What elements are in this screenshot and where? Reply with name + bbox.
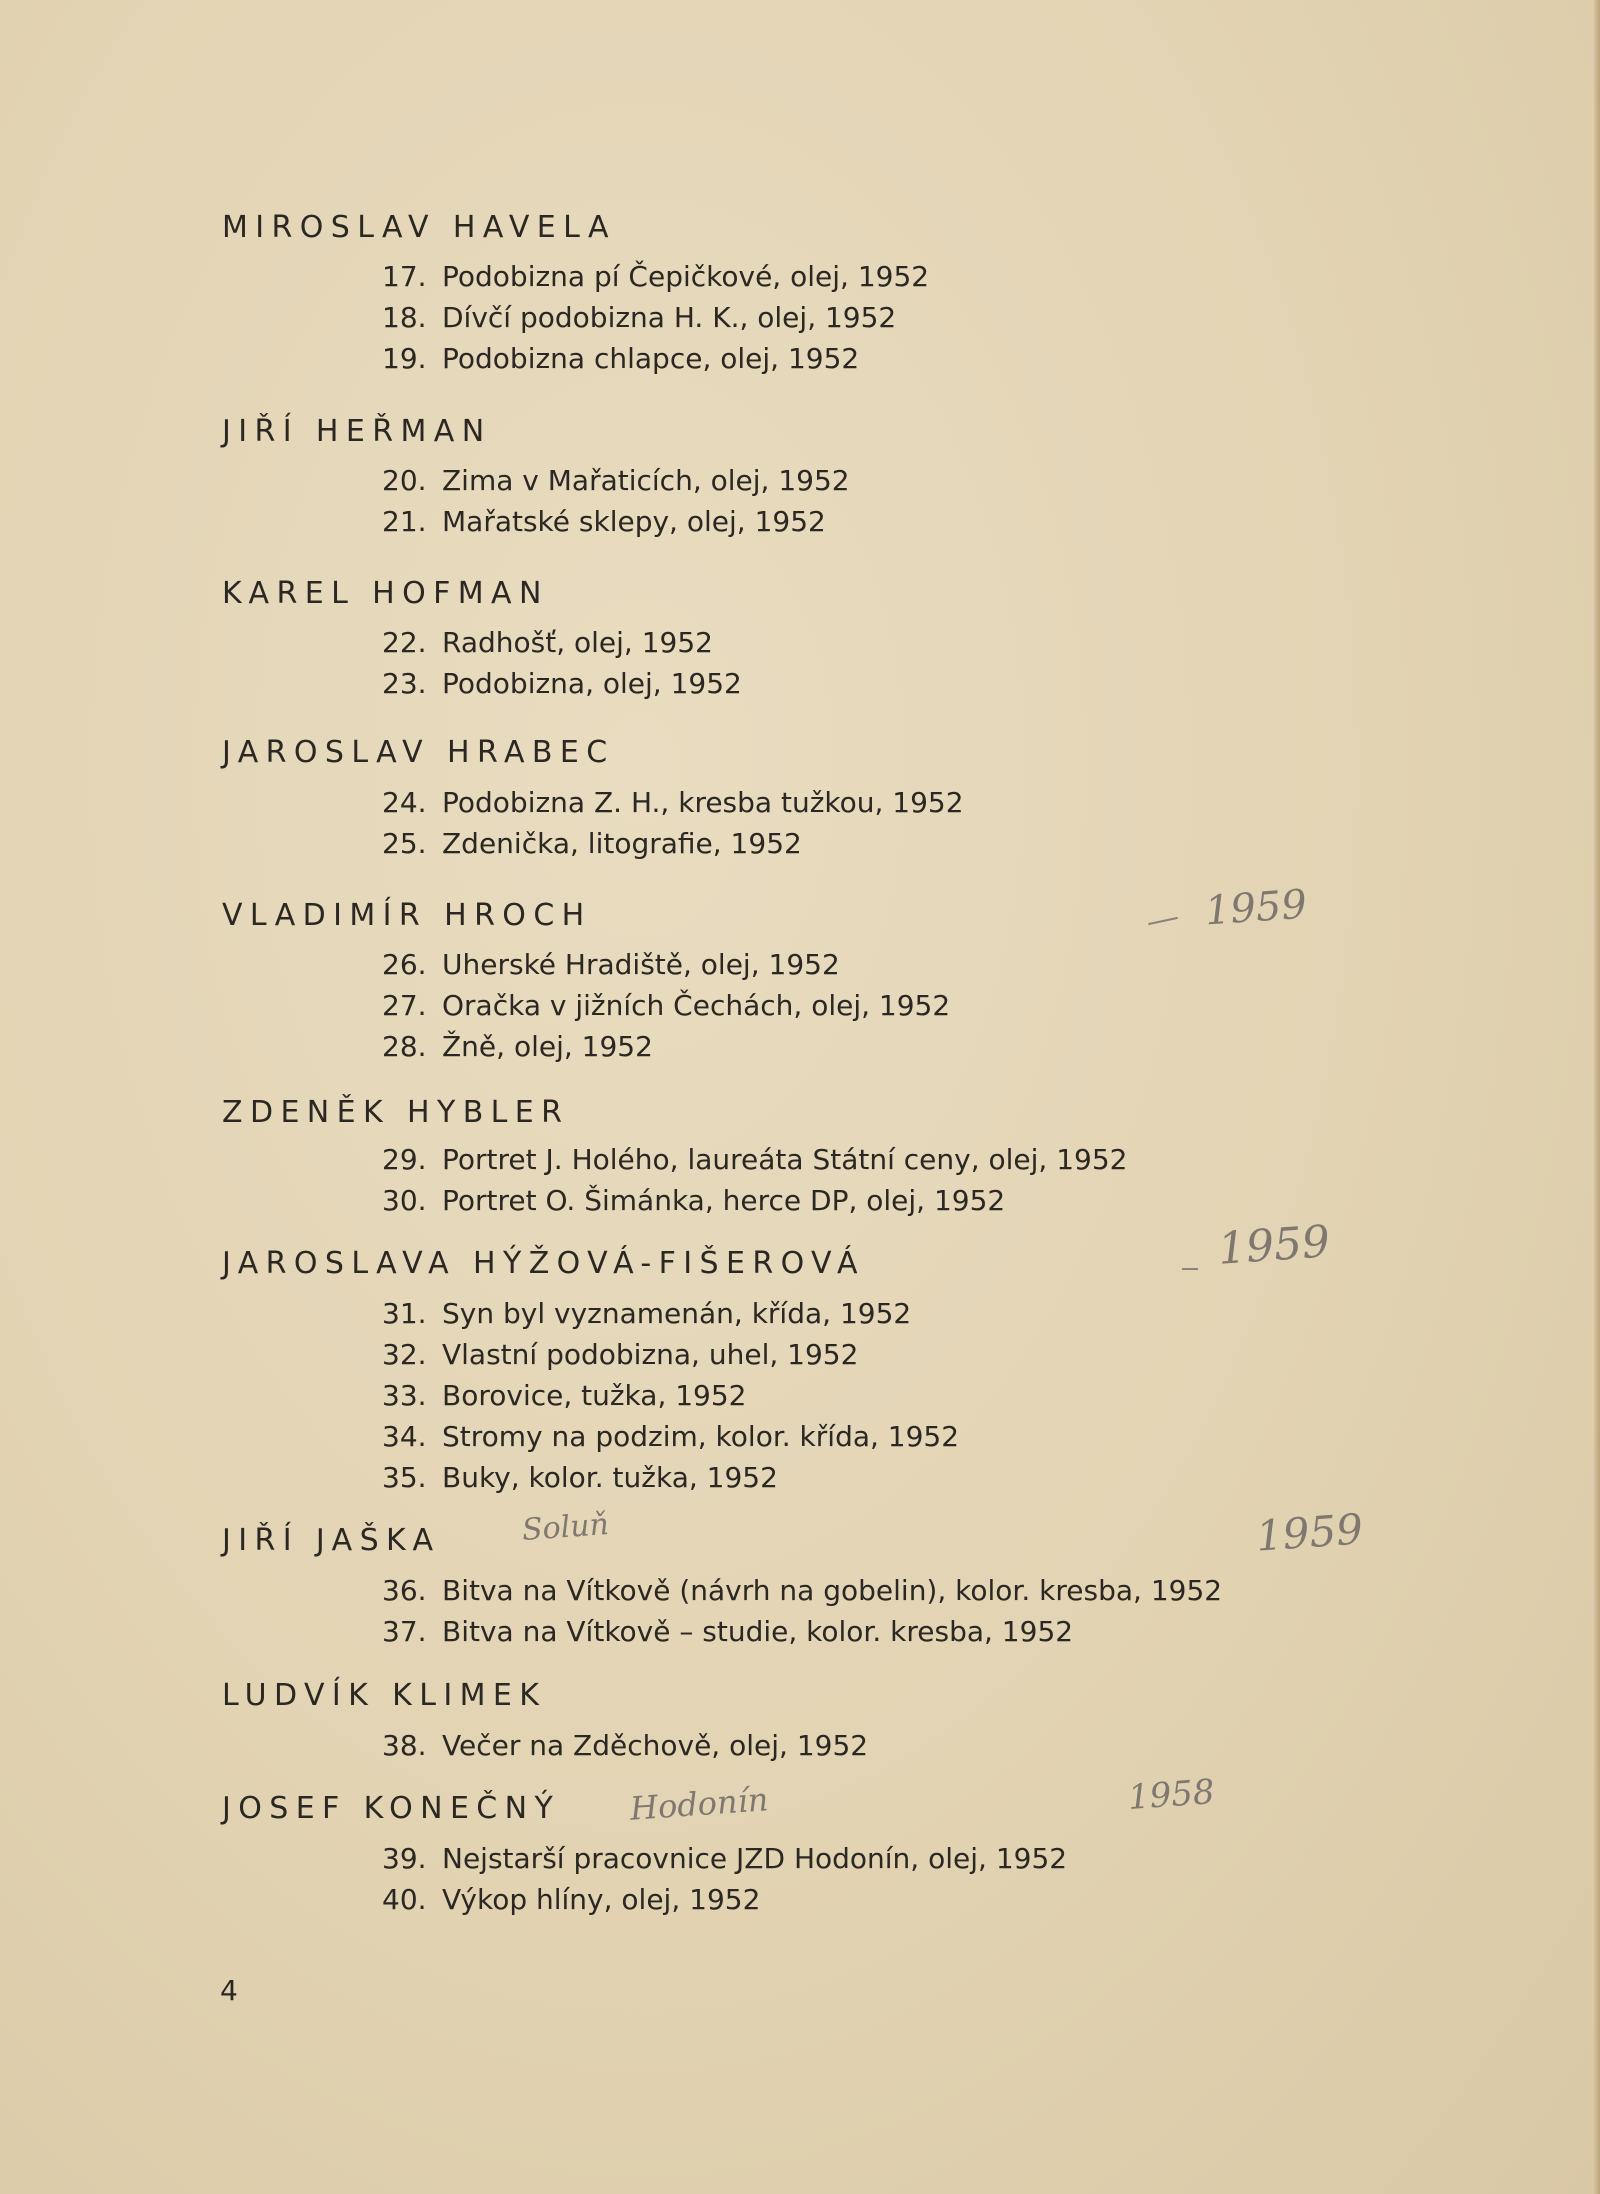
work-number: 32. xyxy=(382,1338,427,1371)
work-number: 17. xyxy=(382,260,427,293)
work-title: Žně, olej, 1952 xyxy=(442,1030,653,1063)
artist-name: VLADIMÍR HROCH xyxy=(222,898,592,933)
work-title: Nejstarší pracovnice JZD Hodonín, olej, 1952 xyxy=(442,1842,1068,1875)
work-title: Zdenička, litografie, 1952 xyxy=(442,827,802,860)
work-item xyxy=(382,785,964,821)
work-title: Bitva na Vítkově (návrh na gobelin), kolor. kresba, 1952 xyxy=(442,1574,1223,1607)
handwritten-year: 1959 xyxy=(1254,1504,1365,1561)
work-title: Buky, kolor. tužka, 1952 xyxy=(442,1461,778,1494)
work-number: 19. xyxy=(382,342,427,375)
handwritten-place: Soluň xyxy=(520,1507,610,1548)
work-number: 39. xyxy=(382,1842,427,1875)
work-number: 27. xyxy=(382,989,427,1022)
work-number: 18. xyxy=(382,301,427,334)
work-title: Syn byl vyznamenán, křída, 1952 xyxy=(442,1297,912,1330)
work-item xyxy=(382,666,742,702)
work-item xyxy=(382,988,950,1024)
work-title: Podobizna Z. H., kresba tužkou, 1952 xyxy=(442,786,964,819)
work-title: Bitva na Vítkově – studie, kolor. kresba, 1952 xyxy=(442,1615,1074,1648)
work-item xyxy=(382,259,929,295)
work-number: 34. xyxy=(382,1420,427,1453)
work-title: Uherské Hradiště, olej, 1952 xyxy=(442,948,840,981)
work-number: 22. xyxy=(382,626,427,659)
artist-name: LUDVÍK KLIMEK xyxy=(222,1678,547,1713)
work-item xyxy=(382,1419,959,1455)
work-title: Podobizna chlapce, olej, 1952 xyxy=(442,342,860,375)
work-number: 35. xyxy=(382,1461,427,1494)
work-number: 30. xyxy=(382,1184,427,1217)
artist-name: JOSEF KONEČNÝ xyxy=(222,1791,561,1826)
work-number: 20. xyxy=(382,464,427,497)
work-number: 38. xyxy=(382,1729,427,1762)
work-item xyxy=(382,300,896,336)
page-edge xyxy=(1594,0,1600,2194)
artist-name: JIŘÍ HEŘMAN xyxy=(222,414,492,449)
work-title: Dívčí podobizna H. K., olej, 1952 xyxy=(442,301,897,334)
work-number: 26. xyxy=(382,948,427,981)
work-title: Radhošť, olej, 1952 xyxy=(442,626,713,659)
work-title: Stromy na podzim, kolor. křída, 1952 xyxy=(442,1420,960,1453)
work-number: 37. xyxy=(382,1615,427,1648)
pencil-dash xyxy=(1148,917,1178,925)
work-number: 24. xyxy=(382,786,427,819)
work-item xyxy=(382,1378,747,1414)
artist-name: JAROSLAVA HÝŽOVÁ-FIŠEROVÁ xyxy=(222,1246,865,1281)
artist-name: ZDENĚK HYBLER xyxy=(222,1095,570,1130)
work-number: 23. xyxy=(382,667,427,700)
work-number: 36. xyxy=(382,1574,427,1607)
work-item xyxy=(382,1841,1067,1877)
work-title: Portret J. Holého, laureáta Státní ceny, olej, 1952 xyxy=(442,1143,1128,1176)
handwritten-year: 1958 xyxy=(1126,1772,1216,1818)
work-item xyxy=(382,1142,1127,1178)
work-item xyxy=(382,1882,760,1918)
work-item xyxy=(382,463,850,499)
work-item xyxy=(382,1573,1222,1609)
work-number: 31. xyxy=(382,1297,427,1330)
work-title: Podobizna pí Čepičkové, olej, 1952 xyxy=(442,260,930,293)
work-number: 28. xyxy=(382,1030,427,1063)
work-item xyxy=(382,1614,1073,1650)
artist-name: JAROSLAV HRABEC xyxy=(222,735,615,770)
work-number: 25. xyxy=(382,827,427,860)
artist-name: MIROSLAV HAVELA xyxy=(222,210,616,245)
work-item xyxy=(382,1337,858,1373)
work-title: Portret O. Šimánka, herce DP, olej, 1952 xyxy=(442,1184,1006,1217)
work-item xyxy=(382,1029,653,1065)
work-number: 40. xyxy=(382,1883,427,1916)
pencil-dash xyxy=(1182,1268,1198,1270)
handwritten-year: 1959 xyxy=(1203,881,1309,935)
work-item xyxy=(382,625,713,661)
work-number: 33. xyxy=(382,1379,427,1412)
work-title: Vlastní podobizna, uhel, 1952 xyxy=(442,1338,859,1371)
work-item xyxy=(382,947,840,983)
work-item xyxy=(382,1460,778,1496)
page-number: 4 xyxy=(220,1974,238,2007)
work-item xyxy=(382,341,859,377)
work-title: Oračka v jižních Čechách, olej, 1952 xyxy=(442,989,951,1022)
artist-name: JIŘÍ JAŠKA xyxy=(222,1523,441,1558)
work-item xyxy=(382,826,802,862)
work-number: 29. xyxy=(382,1143,427,1176)
work-title: Večer na Zděchově, olej, 1952 xyxy=(442,1729,869,1762)
work-title: Borovice, tužka, 1952 xyxy=(442,1379,747,1412)
work-item xyxy=(382,1296,911,1332)
work-number: 21. xyxy=(382,505,427,538)
work-item xyxy=(382,1728,868,1764)
handwritten-year: 1959 xyxy=(1216,1216,1332,1275)
work-title: Zima v Mařaticích, olej, 1952 xyxy=(442,464,850,497)
work-item xyxy=(382,1183,1005,1219)
work-item xyxy=(382,504,826,540)
handwritten-place: Hodonín xyxy=(628,1780,770,1828)
work-title: Podobizna, olej, 1952 xyxy=(442,667,742,700)
work-title: Mařatské sklepy, olej, 1952 xyxy=(442,505,826,538)
artist-name: KAREL HOFMAN xyxy=(222,576,549,611)
work-title: Výkop hlíny, olej, 1952 xyxy=(442,1883,761,1916)
